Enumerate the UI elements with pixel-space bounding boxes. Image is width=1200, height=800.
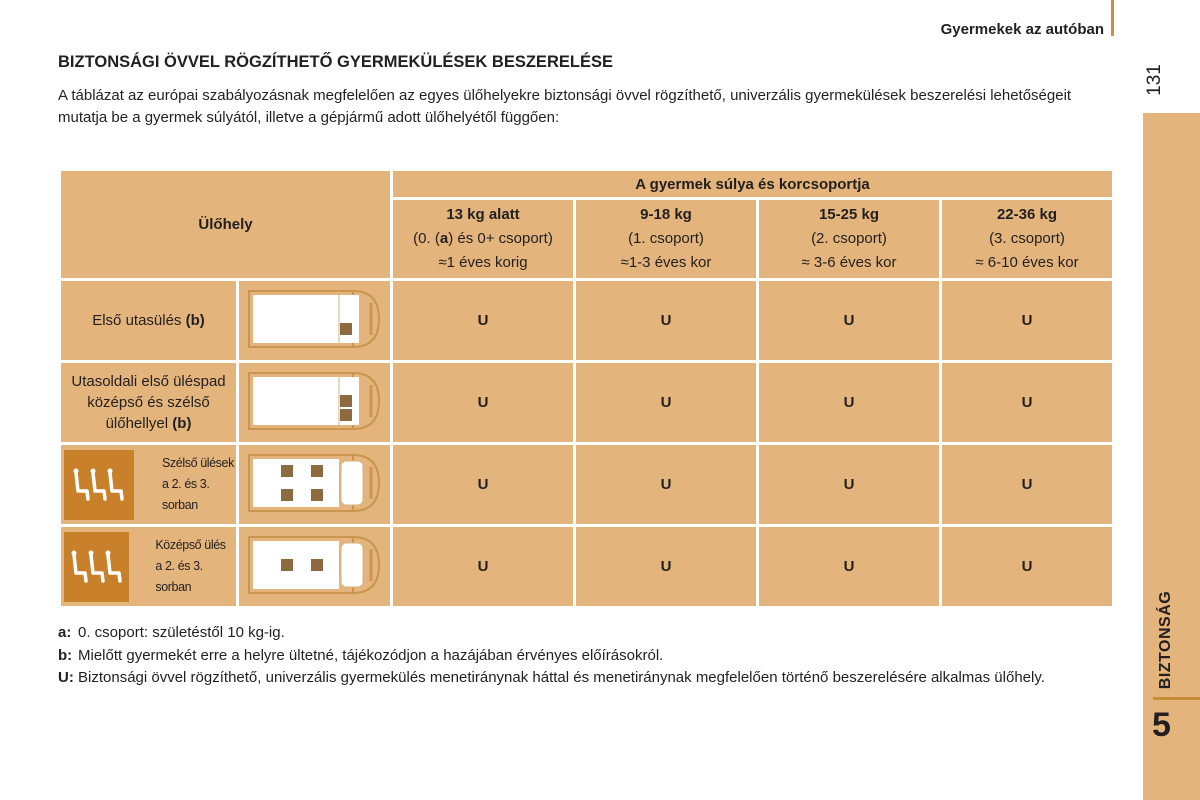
van-diagram-outer-rear-seats: [238, 444, 392, 526]
weight-age: ≈ 3-6 éves kor: [801, 254, 897, 271]
table-row: [60, 444, 1114, 526]
footnotes: [58, 622, 1118, 690]
compatibility-cell: U: [575, 444, 758, 526]
weight-age: ≈1-3 éves kor: [620, 254, 712, 271]
footnote-a: a: 0. csoport: születéstől 10 kg-ig.: [58, 624, 285, 641]
seat-column-header: Ülőhely: [60, 170, 392, 280]
seat-label: Szélső ülések a 2. és 3. sorban: [162, 456, 234, 512]
rear-seats-icon: [64, 450, 134, 520]
weight-column-header: [758, 199, 941, 280]
child-seat-table: [58, 168, 1115, 609]
compatibility-cell: U: [941, 444, 1114, 526]
seat-label: Első utasülés (b): [60, 280, 238, 362]
compatibility-cell: U: [758, 362, 941, 444]
compatibility-cell: U: [392, 526, 575, 608]
compatibility-cell: U: [575, 526, 758, 608]
van-diagram-middle-rear-seats: [238, 526, 392, 608]
side-chapter-rule: [1153, 697, 1200, 700]
van-top-view-icon: [245, 367, 385, 435]
weight-range: 15-25 kg: [818, 206, 880, 223]
van-diagram-front-passenger: [238, 280, 392, 362]
compatibility-cell: U: [758, 526, 941, 608]
weight-age: ≈1 éves korig: [438, 254, 528, 271]
compatibility-cell: U: [392, 444, 575, 526]
compatibility-cell: U: [758, 280, 941, 362]
section-title: BIZTONSÁGI ÖVVEL RÖGZÍTHETŐ GYERMEKÜLÉSEK BESZERELÉSE: [58, 53, 613, 71]
compatibility-cell: U: [575, 280, 758, 362]
table-row: [60, 526, 1114, 608]
weight-column-header: [392, 199, 575, 280]
compatibility-cell: U: [941, 280, 1114, 362]
weight-group: (0. (a) és 0+ csoport): [413, 230, 553, 247]
footnote-b: b: Mielőtt gyermekét erre a helyre ültetné, tájékozódjon a hazájában érvényes előírásokról.: [58, 646, 664, 664]
compatibility-cell: U: [941, 526, 1114, 608]
side-chapter-label: [1136, 590, 1196, 690]
seat-label-with-icon: [60, 444, 238, 526]
seat-label: Utasoldali első üléspad középső és szélső ülőhellyel (b): [60, 362, 238, 444]
chapter-number: 5: [1152, 706, 1171, 744]
seat-label-with-icon: [60, 526, 238, 608]
side-chapter-label-text: BIZTONSÁG: [1157, 590, 1174, 690]
weight-range: 9-18 kg: [640, 206, 692, 223]
weight-age: ≈ 6-10 éves kor: [975, 254, 1079, 271]
compatibility-cell: U: [575, 362, 758, 444]
van-top-view-icon: [245, 449, 385, 517]
van-top-view-icon: [245, 531, 385, 599]
header-chapter-title: Gyermekek az autóban: [940, 21, 1104, 38]
compatibility-cell: U: [758, 444, 941, 526]
weight-column-header: [575, 199, 758, 280]
page-number: 131: [1144, 64, 1165, 96]
weight-group: (1. csoport): [628, 230, 704, 247]
compatibility-cell: U: [941, 362, 1114, 444]
van-diagram-front-bench: [238, 362, 392, 444]
compatibility-cell: U: [392, 362, 575, 444]
footnote-u: U: Biztonsági övvel rögzíthető, univerzális gyermekülés menetiránynak háttal és menetiránynak megfelelően történő beszerelésére alkalmas ülőhely.: [58, 669, 1045, 686]
weight-group: (2. csoport): [811, 230, 887, 247]
weight-range: 13 kg alatt: [446, 206, 520, 223]
table-row: [60, 362, 1114, 444]
rear-seats-icon: [64, 532, 129, 602]
weight-group: (3. csoport): [989, 230, 1065, 247]
van-top-view-icon: [245, 285, 385, 353]
seat-label: Középső ülés a 2. és 3. sorban: [155, 538, 226, 594]
table-row: [60, 280, 1114, 362]
compatibility-cell: U: [392, 280, 575, 362]
weight-group-header: A gyermek súlya és korcsoportja: [392, 170, 1114, 199]
weight-range: 22-36 kg: [996, 206, 1058, 223]
intro-paragraph: A táblázat az európai szabályozásnak megfelelően az egyes ülőhelyekre biztonsági övvel rögzíthető, univerzális gyermekülések beszerelési lehetőségeit mutatja be a gyermek súlyától, illetve a gépjármű adott ülőhelyétől függően:: [58, 87, 1072, 126]
weight-column-header: [941, 199, 1114, 280]
header-accent-rule: [1111, 0, 1114, 36]
